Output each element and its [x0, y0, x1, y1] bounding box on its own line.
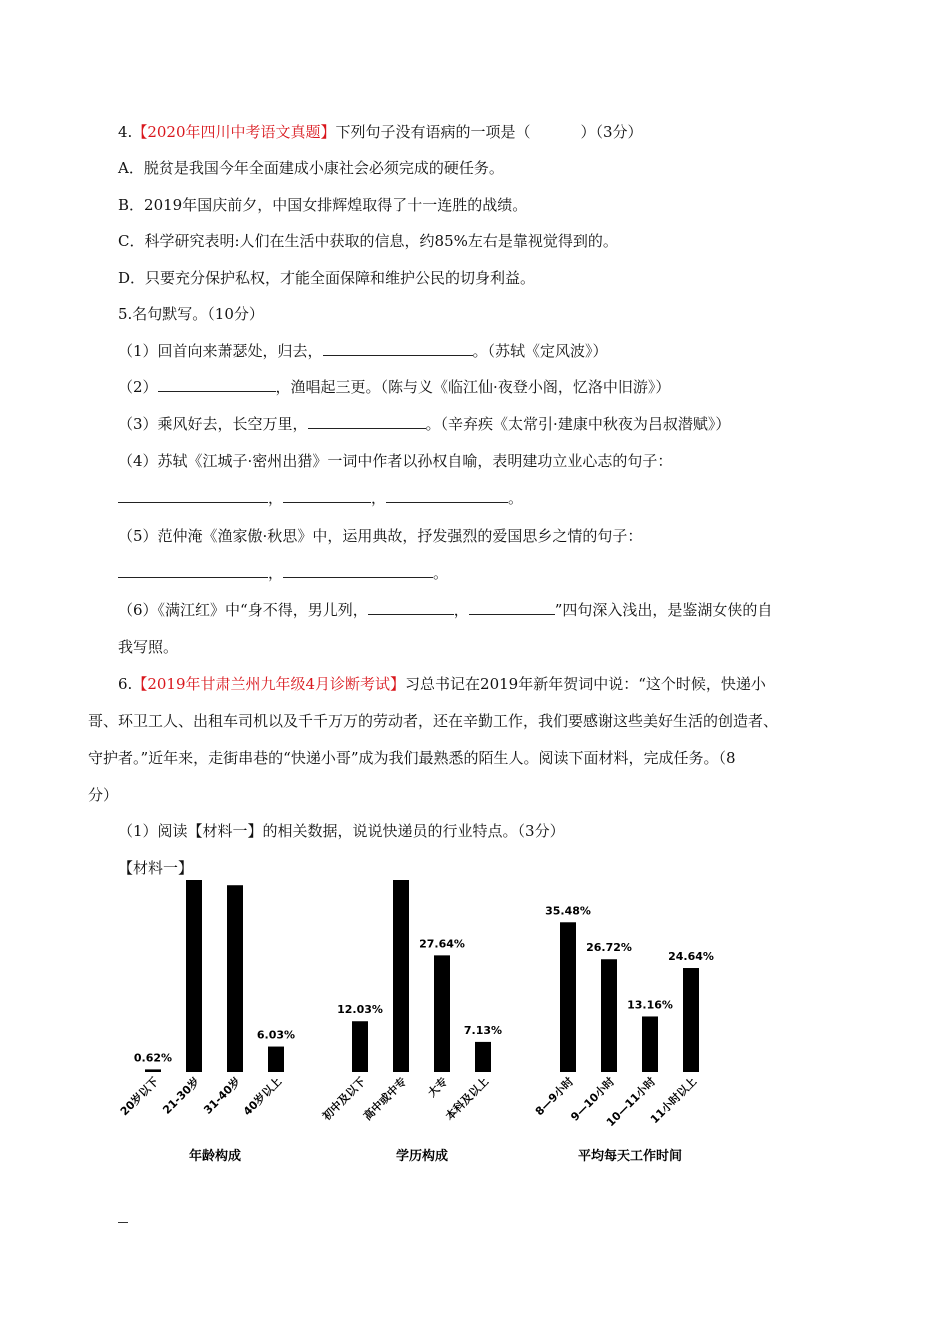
q5-blank-6a[interactable] [368, 600, 454, 615]
chart-data-label: 0.62% [133, 1051, 173, 1065]
chart-bar [601, 959, 617, 1072]
chart-bar [227, 885, 243, 1072]
chart-data-label: 12.03% [337, 1003, 383, 1017]
chart-data-label: 24.64% [668, 950, 714, 964]
q5-blank-4b[interactable] [283, 488, 371, 503]
q6-sub1: （1）阅读【材料一】的相关数据，说说快递员的行业特点。（3分） [118, 822, 565, 840]
comma: ， [453, 601, 469, 619]
comma: ， [268, 489, 284, 507]
chart-bar [393, 880, 409, 1072]
chart-group-title: 学历构成 [395, 1149, 449, 1164]
chart-data-label: 35.48% [545, 904, 591, 918]
q5-item-3-text: （3）乘风好去，长空万里， [118, 415, 308, 433]
chart-category-label: 11小时以上 [647, 1074, 700, 1127]
chart-category-label: 20岁以下 [117, 1074, 162, 1119]
q5-item-3 [118, 414, 730, 434]
q5-item-3-source: 。（辛弃疾《太常引·建康中秋夜为吕叔潜赋》） [425, 415, 731, 433]
footer-dash [118, 1222, 128, 1223]
q5-blank-1[interactable] [323, 341, 473, 356]
chart-category-label: 31-40岁 [201, 1074, 244, 1117]
chart-bar [352, 1021, 368, 1072]
material-chart [0, 880, 950, 1180]
q6-source: 【2019年甘肃兰州九年级4月诊断考试】 [132, 675, 406, 693]
chart-bar [145, 1069, 161, 1072]
q5-blank-6b[interactable] [469, 600, 555, 615]
q5-item-4: （4）苏轼《江城子·密州出猎》一词中作者以孙权自喻，表明建功立业心志的句子： [118, 452, 673, 470]
chart-data-label: 27.64% [419, 937, 465, 951]
comma: ， [268, 564, 284, 582]
q6-heading [118, 674, 766, 694]
q5-item-6-text: （6）《满江红》中“身不得，男儿列， [118, 601, 368, 619]
q4-tail: ）（3分） [580, 123, 643, 141]
q4-source: 【2020年四川中考语文真题】 [132, 123, 336, 141]
chart-category-label: 本科及以上 [443, 1074, 492, 1124]
q5-item-2-number: （2） [118, 378, 158, 396]
q4-option-d: D．只要充分保护私权，才能全面保障和维护公民的切身利益。 [118, 269, 536, 287]
q5-item-5-blanks [118, 563, 448, 583]
chart-category-label: 21-30岁 [160, 1074, 203, 1117]
q4-option-a: A．脱贫是我国今年全面建成小康社会必须完成的硬任务。 [118, 159, 504, 177]
chart-bar [475, 1042, 491, 1072]
chart-category-label: 10—11小时 [603, 1074, 659, 1130]
chart-category-label: 40岁以上 [240, 1074, 285, 1119]
chart-data-label: 7.13% [463, 1023, 503, 1037]
period: 。 [508, 489, 524, 507]
material-label: 【材料一】 [118, 859, 194, 877]
chart-bar [683, 968, 699, 1072]
q5-title: 5.名句默写。（10分） [118, 305, 264, 323]
q5-item-2-text: ，渔唱起三更。（陈与义《临江仙·夜登小阁，忆洛中旧游》） [275, 378, 671, 396]
chart-category-label: 9—10小时 [568, 1074, 618, 1124]
q5-item-4-blanks [118, 488, 523, 508]
q5-item-6 [118, 600, 772, 620]
chart-bar [560, 922, 576, 1072]
q5-item-1 [118, 341, 608, 361]
q6-number: 6. [118, 675, 133, 693]
q5-blank-3[interactable] [308, 414, 426, 429]
comma: ， [371, 489, 387, 507]
q5-blank-4c[interactable] [386, 488, 508, 503]
q6-line2: 哥、环卫工人、出租车司机以及千千万万的劳动者，还在辛勤工作，我们要感谢这些美好生活的创造者、 [88, 712, 779, 730]
chart-group-title: 平均每天工作时间 [577, 1149, 683, 1164]
q6-line3: 守护者。”近年来，走街串巷的“快递小哥”成为我们最熟悉的陌生人。阅读下面材料，完成任务。（8 [88, 749, 736, 767]
chart-data-label: 6.03% [256, 1028, 296, 1042]
q4-number: 4. [118, 123, 133, 141]
q6-line4: 分） [88, 786, 119, 804]
chart-category-label: 初中及以下 [320, 1074, 369, 1124]
q5-blank-2[interactable] [158, 377, 276, 392]
chart-data-label: 13.16% [627, 998, 673, 1012]
q5-item-1-text: （1）回首向来萧瑟处，归去， [118, 342, 323, 360]
chart-bar [642, 1016, 658, 1072]
q5-item-6-text-cont: ”四句深入浅出，是鉴湖女侠的自 [554, 601, 773, 619]
q5-item-5: （5）范仲淹《渔家傲·秋思》中，运用典故，抒发强烈的爱国思乡之情的句子： [118, 527, 643, 545]
q4-option-c: C．科学研究表明:人们在生活中获取的信息，约85%左右是靠视觉得到的。 [118, 232, 618, 250]
q5-blank-5a[interactable] [118, 563, 268, 578]
q4-stem: 下列句子没有语病的一项是（ [335, 123, 531, 141]
q5-item-2 [118, 377, 670, 397]
chart-category-label: 高中或中专 [361, 1074, 410, 1124]
q6-line1: 习总书记在2019年新年贺词中说：“这个时候，快递小 [405, 675, 766, 693]
chart-bar [268, 1047, 284, 1072]
q5-blank-4a[interactable] [118, 488, 268, 503]
q5-item-6-end: 我写照。 [118, 638, 179, 656]
chart-category-label: 大专 [425, 1074, 451, 1100]
chart-bar [186, 880, 202, 1072]
chart-category-label: 8—9小时 [532, 1074, 577, 1119]
period: 。 [433, 564, 449, 582]
q5-item-1-source: 。（苏轼《定风波》） [472, 342, 608, 360]
chart-bar [434, 955, 450, 1072]
chart-data-label: 26.72% [586, 941, 632, 955]
q4-option-b: B．2019年国庆前夕，中国女排辉煌取得了十一连胜的战绩。 [118, 196, 528, 214]
q4-heading [118, 122, 643, 142]
q5-blank-5b[interactable] [283, 563, 433, 578]
chart-group-title: 年龄构成 [188, 1149, 242, 1164]
